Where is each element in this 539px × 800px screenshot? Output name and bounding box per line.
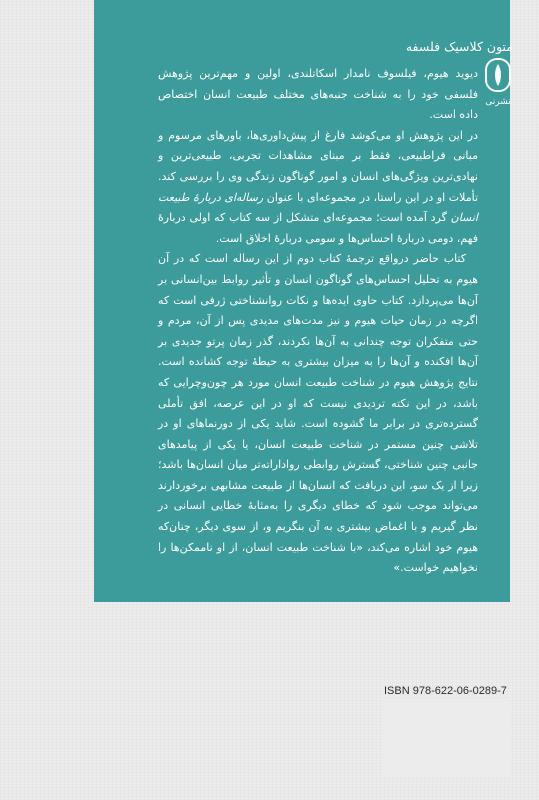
book-title-reference: رساله‌ای دربارهٔ طبیعت انسان: [158, 190, 478, 225]
series-label: متون کلاسیک فلسفه: [405, 39, 513, 54]
blurb-paragraph-2-end: گرد آمده است؛ مجموعه‌ای متشکل از سه کتاب که اولی دربارهٔ فهم، دومی دربارهٔ احساس‌ها و سومی دربارهٔ اخلاق است.: [158, 211, 478, 245]
publisher-logo-text: نشرنی: [485, 97, 511, 107]
barcode-area: [382, 700, 510, 778]
blurb-paragraph-2-start: در این پژوهش او می‌کوشد فارغ از پیش‌داوری‌ها، باورهای مرسوم و مبانی فراطبیعی، فقط بر مبنای مشاهدات تجربی، طبیعی‌ترین و نهادی‌ترین ویژگی‌های انسان و امور گوناگون زندگی وی را بررسی کند. تأملات او در این راستا، در مجموعه‌ای با عنوان: [158, 128, 479, 204]
isbn-text: ISBN 978-622-06-0289-7: [384, 685, 507, 697]
blurb-text: [158, 64, 478, 600]
book-logo-icon: [484, 58, 512, 108]
blurb-paragraph-1: دیوید هیوم، فیلسوف نامدار اسکاتلندی، اولین و مهم‌ترین پژوهش فلسفی خود را به شناخت جنبه‌های مختلف طبیعت انسان اختصاص داده است.: [158, 67, 478, 122]
blurb-paragraph-3: کتاب حاضر درواقع ترجمهٔ کتاب دوم از این رساله است که در آن هیوم به تحلیل احساس‌های گوناگون انسان و تأثیر روابط بین‌انسانی بر آن‌ها می‌پردازد. کتاب حاوی ایده‌ها و نکات روانشناختی ژرفی است که اگرچه در زمان حیات هیوم و نیز مدت‌های مدیدی پس از آن، مردم و حتی متفکران توجه چندانی به آن‌ها نکردند، گذر زمان پرتو جدیدی بر آن‌ها افکنده و آن‌ها را به میزان بیشتری به حیطهٔ توجه کشانده است. نتایج پژوهش هیوم در شناخت طبیعت انسان مورد هر چون‌وچرایی که باشد، در این نکته تردیدی نیست که او در این عرصه، افق تأملی گسترده‌تری در برابر ما گشوده است. شاید یکی از دورنماهای او در تلاشی چنین مستمر در شناخت طبیعت انسان، یا یکی از پیامدهای جانبی چنین شناختی، گسترش روابطی رواداراته‌تر میان انسان‌ها باشد؛ زیرا از یک سو، این دریافت که انسان‌ها از طبیعت مشابهی برخوردارند می‌تواند موجب شود که خطای دیگری را به‌مثابهٔ خطایی انسانی در نظر گیریم و با اغماض بیشتری به آن بنگریم و، از سوی دیگر، چنان‌که هیوم خود اشاره می‌کند، «با شناخت طبیعت انسان، از او ناممکن‌ها را نخواهیم خواست.»: [158, 252, 478, 575]
blurb-paragraph-2: [158, 126, 478, 250]
